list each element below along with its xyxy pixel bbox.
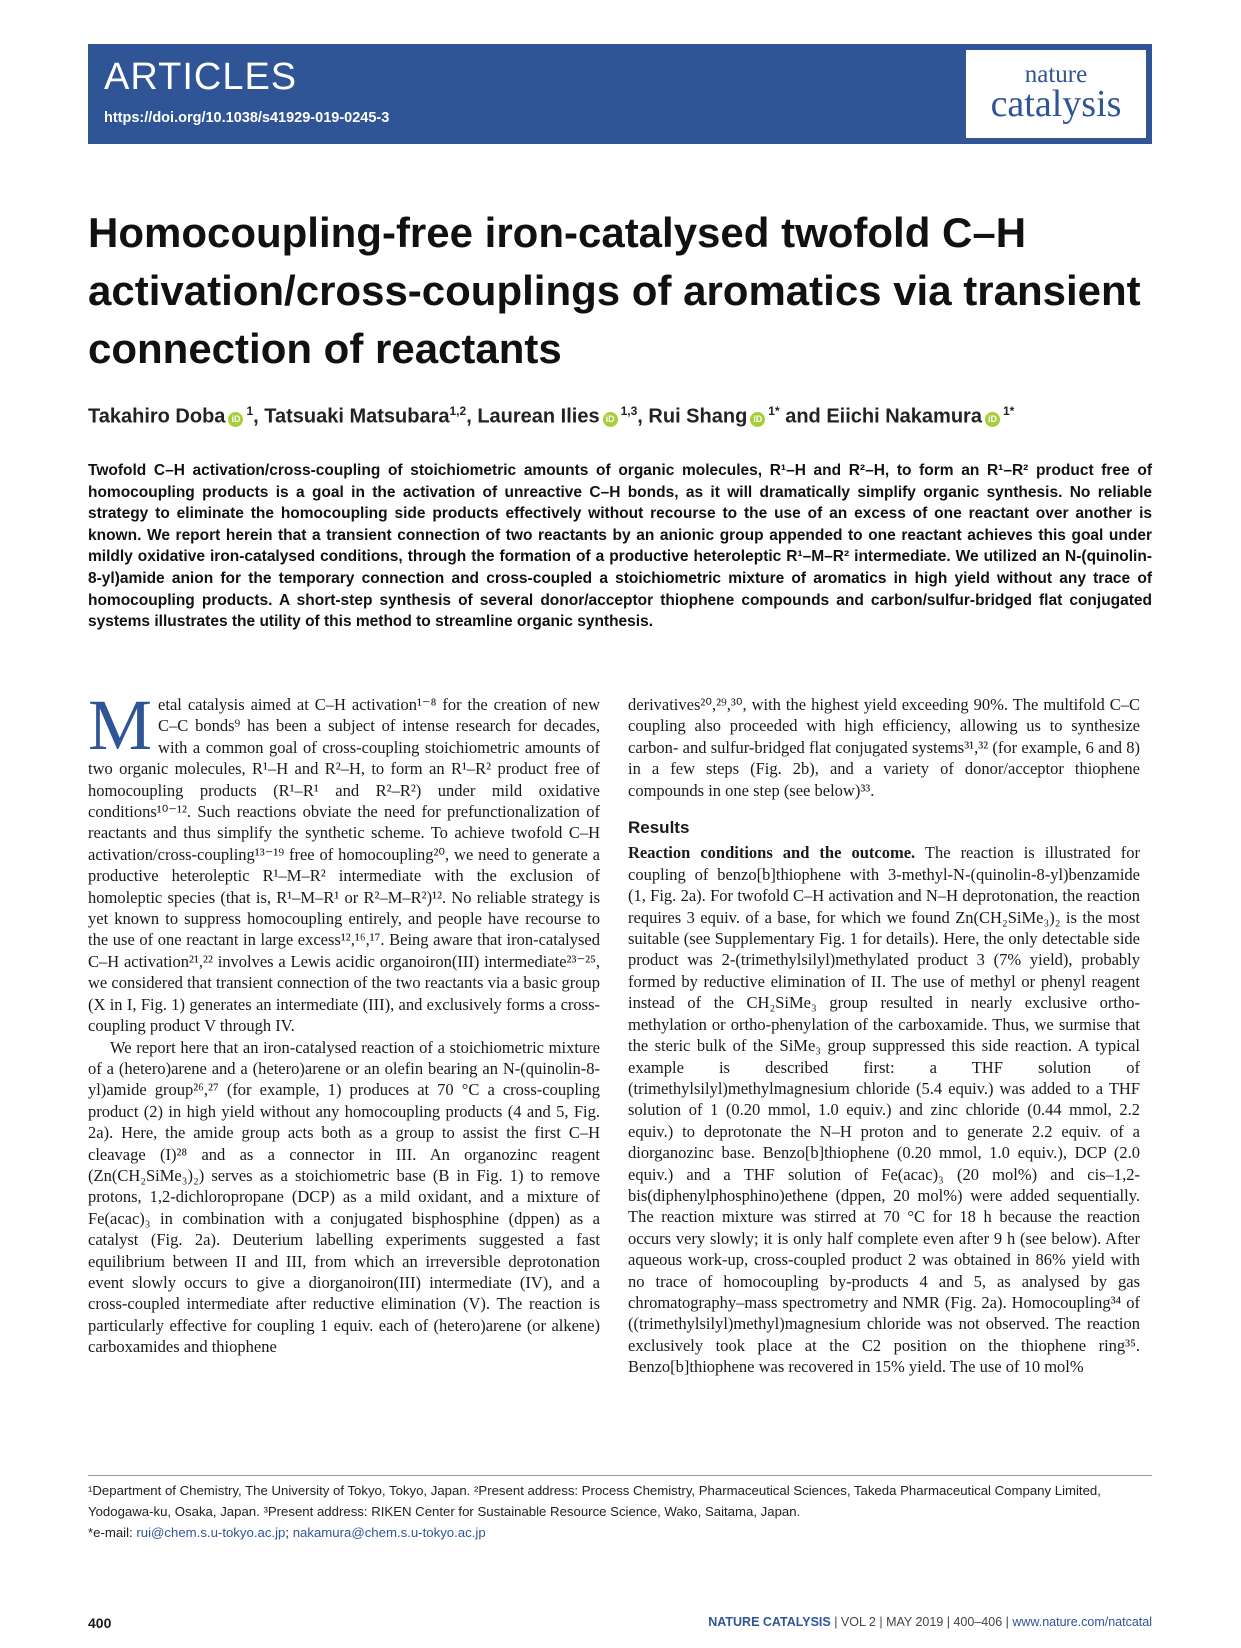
author-separator: , <box>637 405 649 428</box>
author-name[interactable]: Rui Shang <box>648 405 748 428</box>
author-name[interactable]: Laurean Ilies <box>477 405 600 428</box>
issue-info: | VOL 2 | MAY 2019 | 400–406 | <box>830 1615 1013 1629</box>
section-heading: Results <box>628 818 690 838</box>
footnotes <box>88 1480 1152 1543</box>
orcid-icon[interactable]: iD <box>750 412 765 427</box>
journal-url[interactable]: www.nature.com/natcatal <box>1012 1615 1152 1629</box>
author-separator: , <box>253 405 265 428</box>
author-name[interactable]: Takahiro Doba <box>88 405 226 428</box>
affiliations-text: ¹Department of Chemistry, The University of Tokyo, Tokyo, Japan. ²Present address: Process Chemistry, Pharmaceutical Sciences, Takeda Pharmaceutical Company Limited, Yodogawa-ku, Osaka, Japan. ³Present address: RIKEN Center for Sustainable Resource Science, Wako, Saitama, Japan. <box>88 1483 1101 1519</box>
orcid-icon[interactable]: iD <box>228 412 243 427</box>
email-link[interactable]: rui@chem.s.u-tokyo.ac.jp <box>136 1525 286 1540</box>
author-separator: , <box>466 405 478 428</box>
orcid-icon[interactable]: iD <box>603 412 618 427</box>
journal-logo <box>966 50 1146 138</box>
intro-paragraph <box>88 685 600 1037</box>
abstract: Twofold C–H activation/cross-coupling of stoichiometric amounts of organic molecules, R¹–H and R²–H, to form an R¹–R² product free of homocoupling products is a goal in the activation of unreactive C–H bonds, as it will dramatically simplify organic synthesis. No reliable strategy to eliminate the homocoupling side products effectively without recourse to the use of an excess of one reactant over another is known. We report herein that a transient connection of two reactants by an anionic group appended to one reactant achieves this goal under mildly oxidative iron-catalysed conditions, through the formation of a productive heteroleptic R¹–M–R² intermediate. We utilized an N-(quinolin-8-yl)amide anion for the temporary connection and cross-coupled a stoichiometric mixture of aromatics in high yield without any trace of homocoupling products. A short-step synthesis of several donor/acceptor thiophene compounds and carbon/sulfur-bridged flat conjugated systems illustrates the utility of this method to streamline organic synthesis. <box>88 462 1152 631</box>
body-column-left <box>88 685 600 1358</box>
author-affiliation: 1,3 <box>620 404 638 418</box>
section-label: ARTICLES <box>104 56 298 98</box>
article-banner <box>88 44 1152 144</box>
drop-cap: M <box>88 685 153 765</box>
intro-text: etal catalysis aimed at C–H activation¹⁻⁸ for the creation of new C–C bonds⁹ has been a subject of intense research for decades, with a common goal of cross-coupling stoichiometric amounts of two organic molecules, R¹–H and R²–H, to form an R¹–R² product free of homocoupling products (R¹–R¹ and R²–R²) under mild oxidative conditions¹⁰⁻¹². Such reactions obviate the need for prefunctionalization of reactants and thus simplify the synthetic scheme. To achieve twofold C–H activation/cross-coupling¹³⁻¹⁹ free of homocoupling²⁰, we need to generate a productive heteroleptic R¹–M–R² intermediate with the exclusion of homoleptic species (that is, R¹–M–R¹ or R²–M–R²)¹². No reliable strategy is yet known to suppress homocoupling entirely, and people have recourse to the use of one reactant in large excess¹²,¹⁶,¹⁷. Being aware that iron-catalysed C–H activation²¹,²² involves a Lewis acidic organoiron(III) intermediate²³⁻²⁵, we considered that transient connection of the two reactants via a basic group (X in I, Fig. 1) generates an intermediate (III), and exclusively forms a cross-coupling product V through IV. <box>88 695 600 1036</box>
subsection-heading: Reaction conditions and the outcome. <box>628 843 916 863</box>
orcid-icon[interactable]: iD <box>985 412 1000 427</box>
author-name[interactable]: Tatsuaki Matsubara <box>264 405 450 428</box>
author-affiliation: 1* <box>1002 404 1015 418</box>
journal-footer <box>708 1615 1152 1629</box>
body-paragraph: derivatives²⁰,²⁹,³⁰, with the highest yield exceeding 90%. The multifold C–C coupling also proceeded with high efficiency, allowing us to synthesize carbon- and sulfur-bridged flat conjugated systems³¹,³² (for example, 6 and 8) in a few steps (Fig. 2b), and a variety of donor/acceptor thiophene compounds in one step (see below)³³. <box>628 695 1140 800</box>
body-paragraph: We report here that an iron-catalysed reaction of a stoichiometric mixture of a (hetero)arene and a (hetero)arene or an olefin bearing an N-(quinolin-8-yl)amide group²⁶,²⁷ (for example, 1) produces at 70 °C a cross-coupling product (2) in high yield without any homocoupling products (4 and 5, Fig. 2a). Here, the amide group acts both as a group to assist the first C–H cleavage (I)²⁸ and as a connector in III. An organozinc reagent (Zn(CH₂SiMe₃)₂) serves as a stoichiometric base (B in Fig. 1) to remove protons, 1,2-dichloropropane (DCP) as a mild oxidant, and a mixture of Fe(acac)₃ in combination with a conjugated bisphosphine (dppen) as a catalyst (Fig. 2a). Deuterium labelling experiments suggested a fast equilibrium between II and III, from which an irreversible deprotonation event slowly occurs to give a diorganoiron(III) intermediate (IV), and a cross-coupled intermediate after reductive elimination (V). The reaction is particularly effective for coupling 1 equiv. each of (hetero)arene (or alkene) carboxamides and thiophene <box>88 1037 600 1357</box>
logo-line-2: catalysis <box>990 83 1122 125</box>
author-separator: and <box>779 405 827 428</box>
journal-name: NATURE CATALYSIS <box>708 1615 831 1629</box>
doi-link[interactable]: https://doi.org/10.1038/s41929-019-0245-3 <box>104 110 390 126</box>
results-text: The reaction is illustrated for coupling of benzo[b]thiophene with 3-methyl-N-(quinolin-8-yl)benzamide (1, Fig. 2a). For twofold C–H activation and N–H deprotonation, the reaction requires 3 equiv. of a base, for which we found Zn(CH₂SiMe₃)₂ is the most suitable (see Supplementary Fig. 1 for details). Here, the only detectable side product was 2-(trimethylsilyl)methylated product 3 (7% yield), probably formed by reductive elimination of II. The use of methyl or phenyl reagent instead of the CH₂SiMe₃ group resulted in nearly exclusive ortho-methylation or ortho-phenylation of the carboxamide. Thus, we surmise that the steric bulk of the SiMe₃ group suppressed this side reaction. A typical example is described first: a THF solution of (trimethylsilyl)methylmagnesium chloride (5.4 equiv.) was added to a THF solution of 1 (0.20 mmol, 1.0 equiv.) and zinc chloride (0.44 mmol, 2.2 equiv.) to deprotonate the N–H proton and to generate 2.2 equiv. of a diorganozinc base. Benzo[b]thiophene (0.20 mmol, 1.0 equiv.), DCP (2.0 equiv.) and a THF solution of Fe(acac)₃ (20 mol%) and cis–1,2-bis(diphenylphosphino)ethene (dppen, 20 mol%) were added sequentially. The reaction mixture was stirred at 70 °C for 18 h because the reaction occurs very slowly; it is only half complete even after 9 h (see below). After aqueous work-up, cross-coupled product 2 was obtained in 86% yield with no trace of homocoupling by-products 4 and 5, as analysed by gas chromatography–mass spectrometry and NMR (Fig. 2a). Homocoupling³⁴ of ((trimethylsilyl)methyl)magnesium chloride was not observed. The reaction exclusively took place at the C2 position on the thiophene ring³⁵. Benzo[b]thiophene was recovered in 15% yield. The use of 10 mol% <box>628 843 1141 1377</box>
correspondence <box>88 1522 1152 1543</box>
results-paragraph <box>628 842 1140 1377</box>
email-separator: ; <box>285 1525 293 1540</box>
article-title: Homocoupling-free iron-catalysed twofold C–H activation/cross-couplings of aromatics via transient connection of reactants <box>88 209 1141 372</box>
email-label: *e-mail: <box>88 1525 137 1540</box>
author-affiliation: 1,2 <box>449 404 467 418</box>
footnote-divider <box>88 1475 1152 1476</box>
author-name[interactable]: Eiichi Nakamura <box>826 405 982 428</box>
body-column-right <box>628 694 1140 1378</box>
logo-line-1: nature <box>1024 61 1088 88</box>
author-affiliation: 1* <box>768 404 780 418</box>
author-list <box>88 404 1168 429</box>
page-number: 400 <box>88 1615 112 1631</box>
email-link[interactable]: nakamura@chem.s.u-tokyo.ac.jp <box>292 1525 486 1540</box>
author-affiliation: 1 <box>246 404 254 418</box>
